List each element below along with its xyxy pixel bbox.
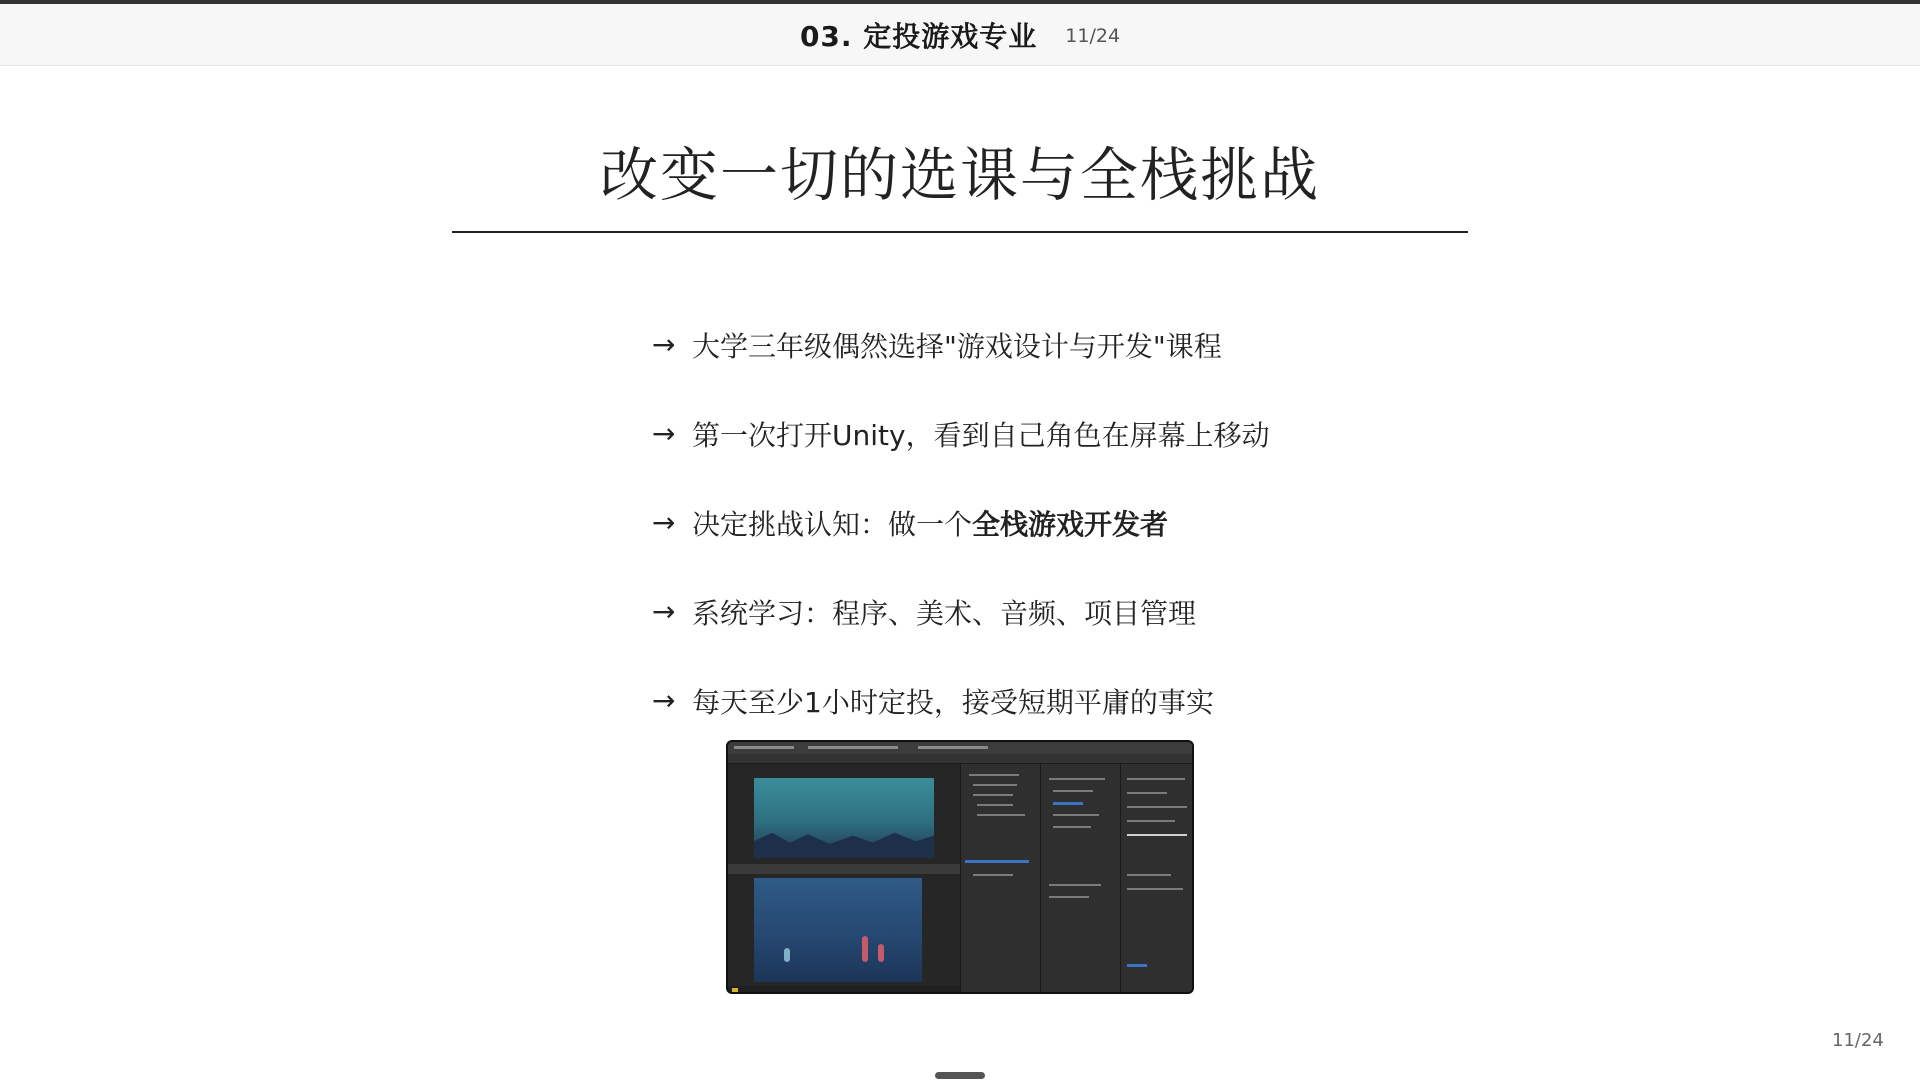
bullet-item bbox=[652, 300, 1552, 389]
arrow-icon: → bbox=[652, 506, 676, 539]
arrow-icon: → bbox=[652, 595, 676, 628]
bullet-item bbox=[652, 478, 1552, 567]
bullet-text: 每天至少1小时定投，接受短期平庸的事实 bbox=[692, 685, 1214, 719]
slide-header bbox=[0, 4, 1920, 66]
bullet-item bbox=[652, 656, 1552, 745]
arrow-icon: → bbox=[652, 684, 676, 717]
arrow-icon: → bbox=[652, 328, 676, 361]
editor-toolbar bbox=[728, 754, 1192, 764]
bullet-list bbox=[652, 300, 1552, 745]
page-counter: 11/24 bbox=[1832, 1030, 1884, 1051]
game-view-tabs bbox=[728, 864, 960, 874]
editor-viewports bbox=[728, 764, 960, 994]
scene-view bbox=[754, 778, 934, 858]
header-page-indicator: 11/24 bbox=[1065, 24, 1121, 47]
bullet-item bbox=[652, 389, 1552, 478]
bullet-text: 第一次打开Unity，看到自己角色在屏幕上移动 bbox=[692, 418, 1270, 452]
bullet-text: 决定挑战认知：做一个 bbox=[692, 507, 973, 541]
section-title: 03. 定投游戏专业 bbox=[799, 19, 1038, 53]
editor-menubar bbox=[728, 742, 1192, 754]
hierarchy-panel bbox=[960, 764, 1040, 994]
bullet-item bbox=[652, 567, 1552, 656]
title-divider bbox=[452, 231, 1468, 233]
project-panel bbox=[1040, 764, 1120, 994]
unity-editor-screenshot bbox=[726, 740, 1194, 994]
game-view bbox=[754, 878, 922, 982]
bullet-text: 大学三年级偶然选择"游戏设计与开发"课程 bbox=[692, 329, 1222, 363]
slide-title: 改变一切的选课与全栈挑战 bbox=[599, 141, 1320, 209]
inspector-panel bbox=[1120, 764, 1194, 994]
scroll-handle[interactable] bbox=[935, 1072, 985, 1079]
arrow-icon: → bbox=[652, 417, 676, 450]
bullet-bold-text: 全栈游戏开发者 bbox=[972, 507, 1169, 541]
console-bar bbox=[728, 986, 960, 994]
bullet-text: 系统学习：程序、美术、音频、项目管理 bbox=[692, 596, 1197, 630]
